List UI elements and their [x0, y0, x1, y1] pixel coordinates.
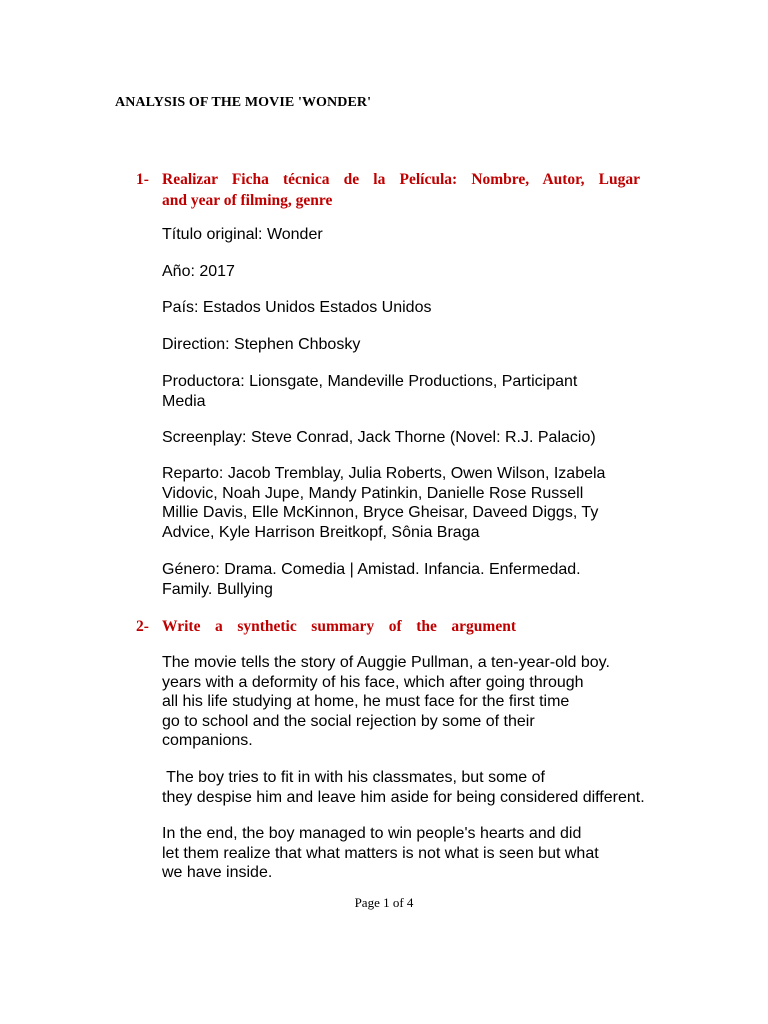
section-1-number: 1-	[136, 171, 149, 188]
genre-field: Género: Drama. Comedia | Amistad. Infancia. Enfermedad. Family. Bullying	[162, 561, 581, 598]
country-field: País: Estados Unidos Estados Unidos	[162, 299, 432, 316]
summary-paragraph-3: In the end, the boy managed to win people's hearts and did let them realize that what matters is not what is seen but what we have inside.	[162, 825, 599, 881]
summary-paragraph-2: The boy tries to fit in with his classmates, but some of they despise him and leave him aside for being considered different.	[162, 769, 645, 806]
cast-field: Reparto: Jacob Tremblay, Julia Roberts, Owen Wilson, Izabela Vidovic, Noah Jupe, Mandy Patinkin, Danielle Rose Russell Millie Davis, Elle McKinnon, Bryce Gheisar, Daveed Diggs, Ty Advice, Kyle Harrison Breitkopf, Sônia Braga	[162, 465, 606, 541]
screenplay-field: Screenplay: Steve Conrad, Jack Thorne (Novel: R.J. Palacio)	[162, 429, 596, 446]
section-2-heading	[136, 616, 516, 637]
summary-paragraph-1: The movie tells the story of Auggie Pullman, a ten-year-old boy. years with a deformity of his face, which after going through all his life studying at home, he must face for the first time go to school and the social rejection by some of their companions.	[162, 654, 610, 749]
section-1-heading-line-1: Realizar Ficha técnica de la Película: Nombre, Autor, Lugar	[162, 171, 640, 188]
section-1-heading-line-2: and year of filming, genre	[162, 192, 333, 209]
page-number-footer: Page 1 of 4	[354, 895, 414, 910]
production-field: Productora: Lionsgate, Mandeville Productions, Participant Media	[162, 373, 578, 410]
year-field: Año: 2017	[162, 263, 235, 280]
section-1-heading	[136, 169, 640, 211]
original-title-field: Título original: Wonder	[162, 226, 323, 243]
document-title: ANALYSIS OF THE MOVIE 'WONDER'	[115, 95, 372, 110]
direction-field: Direction: Stephen Chbosky	[162, 336, 361, 353]
section-2-number: 2-	[136, 618, 149, 635]
section-2-heading-line-1: Write a synthetic summary of the argument	[162, 618, 516, 635]
